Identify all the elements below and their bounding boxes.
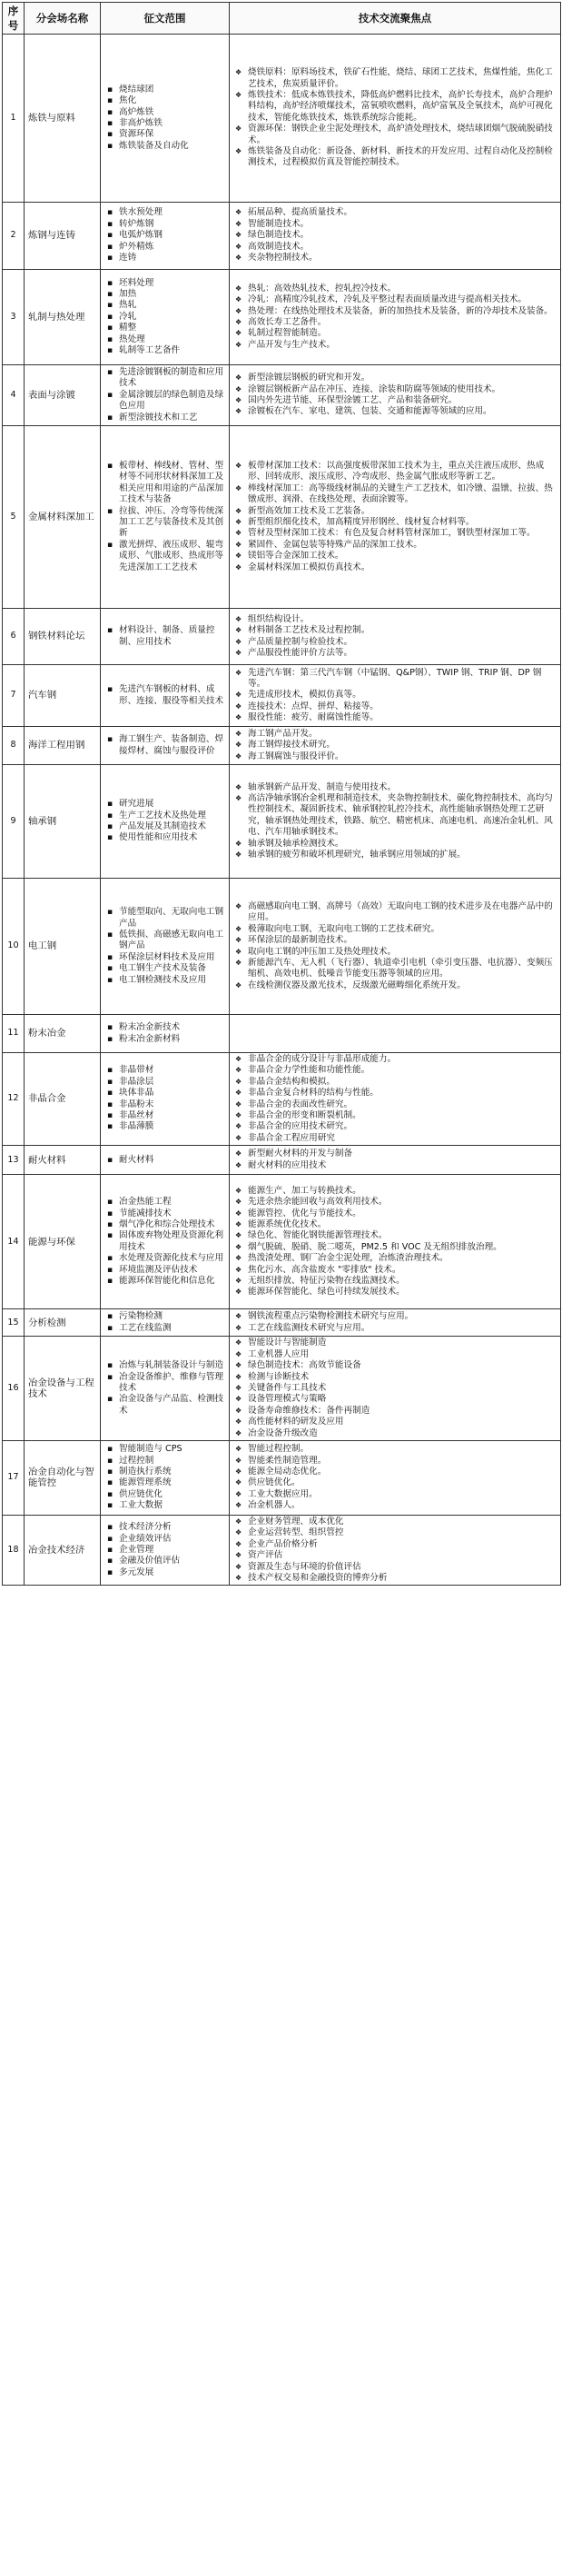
- scope-cell: [101, 365, 230, 426]
- focus-item: ❖ 能源生产、加工与转换技术。: [233, 1186, 557, 1197]
- scope-list: [104, 907, 225, 986]
- session-name: 钢铁材料论坛: [25, 609, 101, 665]
- scope-list: [104, 1360, 225, 1417]
- scope-item: ▪ 供应链优化: [104, 1489, 225, 1500]
- scope-item: ▪ 环境监测及评估技术: [104, 1265, 225, 1276]
- session-name: 能源与环保: [25, 1175, 101, 1309]
- scope-item: ▪ 非高炉炼铁: [104, 118, 225, 129]
- scope-item: ▪ 产品发展及其制造技术: [104, 821, 225, 832]
- scope-item: ▪ 研究进展: [104, 799, 225, 810]
- scope-item: ▪ 过程控制: [104, 1456, 225, 1467]
- focus-item: ❖ 产品服役性能评价方法等。: [233, 648, 557, 659]
- focus-cell: [230, 1175, 561, 1309]
- focus-cell: [230, 1015, 561, 1053]
- session-name: 非晶合金: [25, 1053, 101, 1146]
- session-name: 轧制与热处理: [25, 270, 101, 365]
- focus-item: ❖ 钢铁流程重点污染物检测技术研究与应用。: [233, 1311, 557, 1322]
- focus-cell: [230, 609, 561, 665]
- row-number: 16: [3, 1337, 25, 1441]
- scope-list: [104, 799, 225, 844]
- focus-item: ❖ 服役性能：疲劳、耐腐蚀性能等。: [233, 712, 557, 723]
- focus-item: ❖ 海工钢焊接技术研究。: [233, 740, 557, 751]
- scope-cell: [101, 270, 230, 365]
- focus-item: ❖ 新型涂镀层钢板的研究和开发。: [233, 373, 557, 383]
- session-name: 冶金设备与工程技术: [25, 1337, 101, 1441]
- focus-item: ❖ 轴承钢的疲劳和破坏机理研究，轴承钢应用领域的扩展。: [233, 850, 557, 860]
- focus-item: ❖ 冶金机器人。: [233, 1500, 557, 1511]
- row-number: 17: [3, 1440, 25, 1515]
- focus-item: ❖ 轧制过程智能制造。: [233, 328, 557, 339]
- scope-cell: [101, 879, 230, 1015]
- table-row: [3, 665, 561, 727]
- row-number: 4: [3, 365, 25, 426]
- focus-item: ❖ 能源系统优化技术。: [233, 1219, 557, 1230]
- focus-cell: [230, 1053, 561, 1146]
- focus-item: ❖ 在线检测仪器及激光技术，反级激光磁畴细化系统开发。: [233, 980, 557, 991]
- table-row: [3, 1440, 561, 1515]
- focus-item: ❖ 拓展品种、提高质量技术。: [233, 207, 557, 218]
- focus-item: ❖ 无组织排放、特征污染物在线监测技术。: [233, 1276, 557, 1287]
- focus-cell: [230, 665, 561, 727]
- focus-cell: [230, 270, 561, 365]
- scope-item: ▪ 铁水预处理: [104, 207, 225, 218]
- scope-item: ▪ 能源管理系统: [104, 1477, 225, 1488]
- table-row: [3, 1175, 561, 1309]
- focus-item: ❖ 高洁净轴承钢冶金机理和制造技术，夹杂物控制技术、碳化物控制技术、高均匀性控制技术、凝固新技术、轴承钢控轧控冷技术，高性能轴承钢热处理工艺研究，轴承钢热处理技术，铁路、航空、精密机床、高速电机、高速冶金轧机、风电、汽车用轴承钢技术。: [233, 793, 557, 839]
- scope-item: ▪ 电工钢检测技术及应用: [104, 975, 225, 986]
- focus-item: ❖ 夹杂物控制技术。: [233, 253, 557, 264]
- scope-item: ▪ 水处理及资源化技术与应用: [104, 1253, 225, 1264]
- scope-item: ▪ 拉拔、冲压、冷弯等传统深加工工艺与装备技术及其创新: [104, 506, 225, 540]
- scope-item: ▪ 非晶粉末: [104, 1099, 225, 1110]
- scope-cell: [101, 426, 230, 609]
- focus-item: ❖ 绿色化、智能化钢铁能源管理技术。: [233, 1230, 557, 1241]
- scope-item: ▪ 海工钢生产、装备制造、焊接焊材、腐蚀与服役评价: [104, 734, 225, 757]
- scope-item: ▪ 多元发展: [104, 1567, 225, 1578]
- focus-item: ❖ 轴承钢及轴承检测技术。: [233, 839, 557, 850]
- scope-list: [104, 1022, 225, 1045]
- scope-cell: [101, 1515, 230, 1585]
- table-row: [3, 1309, 561, 1337]
- focus-item: ❖ 热处理：在线热处理技术及装备，新的加热技术及装备，新的冷却技术及装备。: [233, 306, 557, 317]
- session-name: 耐火材料: [25, 1146, 101, 1175]
- scope-item: ▪ 连铸: [104, 253, 225, 264]
- scope-item: ▪ 块体非晶: [104, 1088, 225, 1099]
- focus-list: [233, 668, 557, 724]
- table-body: [3, 35, 561, 1586]
- table-row: [3, 426, 561, 609]
- focus-list: [233, 207, 557, 264]
- scope-cell: [101, 609, 230, 665]
- focus-cell: [230, 1146, 561, 1175]
- focus-item: ❖ 炼铁装备及自动化：新设备、新材料、新技术的开发应用、过程自动化及控制检测技术，过程模拟仿真及智能控制技术。: [233, 146, 557, 169]
- focus-item: ❖ 非晶合金的应用技术研究。: [233, 1121, 557, 1132]
- focus-item: ❖ 非晶合金力学性能和功能性能。: [233, 1065, 557, 1076]
- scope-item: ▪ 电工钢生产技术及装备: [104, 963, 225, 974]
- focus-item: ❖ 冶金设备升级改造: [233, 1428, 557, 1439]
- focus-item: ❖ 非晶合金复合材料的结构与性能。: [233, 1088, 557, 1099]
- scope-list: [104, 278, 225, 357]
- focus-item: ❖ 能源全局动态优化。: [233, 1467, 557, 1477]
- scope-item: ▪ 使用性能和应用技术: [104, 832, 225, 843]
- focus-cell: [230, 765, 561, 879]
- row-number: 1: [3, 35, 25, 203]
- focus-item: ❖ 极薄取向电工钢、无取向电工钢的工艺技术研究。: [233, 924, 557, 935]
- focus-list: [233, 729, 557, 762]
- scope-item: ▪ 污染物检测: [104, 1311, 225, 1322]
- scope-item: ▪ 环保涂层材料技术及应用: [104, 952, 225, 963]
- scope-cell: [101, 1440, 230, 1515]
- session-name: 表面与涂镀: [25, 365, 101, 426]
- focus-list: [233, 1444, 557, 1511]
- scope-cell: [101, 1015, 230, 1053]
- focus-list: [233, 373, 557, 418]
- scope-list: [104, 461, 225, 573]
- scope-item: ▪ 粉末冶金新材料: [104, 1034, 225, 1045]
- focus-item: ❖ 非晶合金工程应用研究: [233, 1133, 557, 1144]
- focus-list: [233, 1338, 557, 1439]
- scope-item: ▪ 节能型取向、无取向电工钢产品: [104, 907, 225, 930]
- table-row: [3, 1015, 561, 1053]
- header-session-name: 分会场名称: [25, 3, 101, 35]
- scope-item: ▪ 能源环保智能化和信息化: [104, 1276, 225, 1287]
- header-focus: 技术交流聚焦点: [230, 3, 561, 35]
- focus-item: ❖ 供应链优化。: [233, 1477, 557, 1488]
- focus-list: [233, 67, 557, 169]
- focus-item: ❖ 企业产品价格分析: [233, 1539, 557, 1550]
- scope-item: ▪ 企业绩效评估: [104, 1534, 225, 1545]
- row-number: 12: [3, 1053, 25, 1146]
- focus-item: ❖ 海工钢腐蚀与服役评价。: [233, 751, 557, 762]
- focus-item: ❖ 棒线材深加工：高等级线材制品的关键生产工艺技术，如冷镦、温镦、拉拔、热镦成形、润滑、在线热处理、表面涂镀等。: [233, 483, 557, 506]
- focus-item: ❖ 新能源汽车、无人机（飞行器）、轨道牵引电机（牵引变压器、电抗器）、变频压缩机、高效电机、低噪音节能变压器等领域的应用。: [233, 958, 557, 980]
- focus-item: ❖ 非晶合金的表面改性研究。: [233, 1099, 557, 1110]
- scope-item: ▪ 冷轧: [104, 312, 225, 323]
- focus-item: ❖ 材料制备工艺技术及过程控制。: [233, 625, 557, 636]
- focus-item: ❖ 耐火材料的应用技术: [233, 1160, 557, 1171]
- focus-list: [233, 1186, 557, 1298]
- table-row: [3, 727, 561, 765]
- scope-item: ▪ 炼铁装备及自动化: [104, 141, 225, 152]
- scope-item: ▪ 制造执行系统: [104, 1467, 225, 1477]
- focus-item: ❖ 组织结构设计。: [233, 614, 557, 625]
- session-name: 金属材料深加工: [25, 426, 101, 609]
- focus-item: ❖ 取向电工钢的冲压加工及热处理技术。: [233, 947, 557, 958]
- session-name: 冶金技术经济: [25, 1515, 101, 1585]
- focus-list: [233, 1054, 557, 1144]
- session-name: 分析检测: [25, 1309, 101, 1337]
- scope-item: ▪ 节能减排技术: [104, 1208, 225, 1219]
- table-row: [3, 879, 561, 1015]
- scope-item: ▪ 轧制等工艺备件: [104, 345, 225, 356]
- row-number: 11: [3, 1015, 25, 1053]
- focus-item: ❖ 冷轧：高精度冷轧技术，冷轧及平整过程表面质量改进与提高相关技术。: [233, 294, 557, 305]
- table-row: [3, 365, 561, 426]
- focus-cell: [230, 1440, 561, 1515]
- focus-item: ❖ 非晶合金结构和模拟。: [233, 1077, 557, 1088]
- scope-cell: [101, 1146, 230, 1175]
- focus-item: ❖ 烧铁原料：原料场技术，铁矿石性能，烧结、球团工艺技术，焦煤性能，焦化工艺技术，焦炭质量评价。: [233, 67, 557, 90]
- session-name: 炼铁与原料: [25, 35, 101, 203]
- focus-item: ❖ 资产评估: [233, 1550, 557, 1561]
- scope-cell: [101, 1309, 230, 1337]
- scope-list: [104, 1522, 225, 1578]
- session-name: 粉末冶金: [25, 1015, 101, 1053]
- row-number: 5: [3, 426, 25, 609]
- scope-item: ▪ 先进汽车钢板的材料、成形、连接、服役等相关技术: [104, 684, 225, 707]
- focus-cell: [230, 1515, 561, 1585]
- focus-item: ❖ 工业大数据应用。: [233, 1489, 557, 1500]
- row-number: 3: [3, 270, 25, 365]
- focus-cell: [230, 426, 561, 609]
- scope-list: [104, 367, 225, 423]
- focus-list: [233, 782, 557, 861]
- focus-cell: [230, 727, 561, 765]
- focus-item: ❖ 产品质量控制与检验技术。: [233, 637, 557, 648]
- scope-item: ▪ 烟气净化和综合处理技术: [104, 1219, 225, 1230]
- focus-item: ❖ 能源管控、优化与节能技术。: [233, 1208, 557, 1219]
- focus-item: ❖ 热泼渣处理、钢厂冶金尘泥处理，冶炼渣治理技术。: [233, 1253, 557, 1264]
- focus-cell: [230, 1309, 561, 1337]
- scope-item: ▪ 电弧炉炼钢: [104, 230, 225, 241]
- focus-item: ❖ 工业机器人应用: [233, 1349, 557, 1360]
- focus-item: ❖ 智能过程控制。: [233, 1444, 557, 1455]
- focus-item: ❖ 检测与诊断技术: [233, 1372, 557, 1383]
- scope-cell: [101, 727, 230, 765]
- scope-item: ▪ 激光拼焊、液压成形、辊弯成形、气胀成形、热成形等先进深加工工艺技术: [104, 540, 225, 573]
- scope-item: ▪ 金融及价值评估: [104, 1556, 225, 1566]
- focus-list: [233, 283, 557, 351]
- session-name: 海洋工程用钢: [25, 727, 101, 765]
- row-number: 15: [3, 1309, 25, 1337]
- focus-item: ❖ 非晶合金的成分设计与非晶形成能力。: [233, 1054, 557, 1065]
- focus-item: ❖ 涂镀层钢板新产品在冲压、连接、涂装和防腐等领域的使用技术。: [233, 384, 557, 395]
- focus-cell: [230, 203, 561, 270]
- scope-cell: [101, 1175, 230, 1309]
- session-name: 炼钢与连铸: [25, 203, 101, 270]
- scope-item: ▪ 耐火材料: [104, 1155, 225, 1166]
- focus-item: ❖ 设备寿命维修技术：备件再制造: [233, 1406, 557, 1417]
- scope-item: ▪ 新型涂镀技术和工艺: [104, 413, 225, 423]
- focus-item: ❖ 新型耐火材料的开发与制备: [233, 1149, 557, 1159]
- focus-item: ❖ 国内外先进节能、环保型涂镀工艺、产品和装备研究。: [233, 395, 557, 406]
- row-number: 6: [3, 609, 25, 665]
- focus-item: ❖ 海工钢产品开发。: [233, 729, 557, 740]
- scope-list: [104, 684, 225, 707]
- focus-item: ❖ 智能设计与智能制造: [233, 1338, 557, 1348]
- focus-item: ❖ 焦化污水、高含盐废水 "零排放" 技术。: [233, 1265, 557, 1276]
- row-number: 13: [3, 1146, 25, 1175]
- scope-item: ▪ 板带材、棒线材、管材、型材等不同形状材料深加工及相关应用和用途的产品深加工技术与装备: [104, 461, 225, 506]
- focus-item: ❖ 绿色制造技术：高效节能设备: [233, 1360, 557, 1371]
- scope-item: ▪ 焦化: [104, 95, 225, 106]
- scope-item: ▪ 生产工艺技术及热处理: [104, 811, 225, 821]
- scope-cell: [101, 765, 230, 879]
- scope-list: [104, 1155, 225, 1166]
- scope-item: ▪ 非晶涂层: [104, 1077, 225, 1088]
- scope-list: [104, 1444, 225, 1511]
- focus-item: ❖ 连接技术：点焊、拼焊、粘接等。: [233, 701, 557, 712]
- scope-item: ▪ 加热: [104, 289, 225, 300]
- focus-item: ❖ 企业运营转型、组织管控: [233, 1527, 557, 1538]
- scope-item: ▪ 金属涂镀层的绿色制造及绿色应用: [104, 390, 225, 413]
- scope-item: ▪ 粉末冶金新技术: [104, 1022, 225, 1033]
- table-row: [3, 1146, 561, 1175]
- scope-list: [104, 1065, 225, 1132]
- scope-item: ▪ 非晶薄膜: [104, 1121, 225, 1132]
- focus-item: ❖ 能源环保智能化、绿色可持续发展技术。: [233, 1287, 557, 1298]
- session-name: 电工钢: [25, 879, 101, 1015]
- scope-item: ▪ 坯料处理: [104, 278, 225, 289]
- row-number: 7: [3, 665, 25, 727]
- focus-item: ❖ 环保涂层的最新制造技术。: [233, 935, 557, 946]
- scope-list: [104, 1311, 225, 1334]
- focus-cell: [230, 35, 561, 203]
- focus-item: ❖ 设备管理模式与策略: [233, 1394, 557, 1405]
- focus-item: ❖ 先进成形技术，模拟仿真等。: [233, 690, 557, 701]
- focus-item: ❖ 紧固件、金属包装等特殊产品的深加工技术。: [233, 540, 557, 551]
- scope-item: ▪ 冶炼与轧制装备设计与制造: [104, 1360, 225, 1371]
- scope-cell: [101, 35, 230, 203]
- scope-item: ▪ 高炉炼铁: [104, 107, 225, 118]
- row-number: 2: [3, 203, 25, 270]
- focus-item: ❖ 管材及型材深加工技术：有色及复合材料管材深加工，钢铁型材深加工等。: [233, 528, 557, 539]
- focus-item: ❖ 镁铝等合金深加工技术。: [233, 551, 557, 562]
- header-number: 序号: [3, 3, 25, 35]
- scope-list: [104, 207, 225, 264]
- row-number: 8: [3, 727, 25, 765]
- table-row: [3, 1337, 561, 1441]
- scope-item: ▪ 非晶带材: [104, 1065, 225, 1076]
- scope-cell: [101, 203, 230, 270]
- focus-item: ❖ 金属材料深加工模拟仿真技术。: [233, 562, 557, 573]
- table-row: [3, 1515, 561, 1585]
- focus-list: [233, 1149, 557, 1171]
- scope-list: [104, 734, 225, 757]
- scope-item: ▪ 精整: [104, 323, 225, 333]
- focus-list: [233, 614, 557, 660]
- scope-item: ▪ 冶金设备与产品监、检测技术: [104, 1394, 225, 1417]
- focus-cell: [230, 365, 561, 426]
- focus-item: ❖ 资源环保：钢铁企业尘泥处理技术，高炉渣处理技术，烧结球团烟气脱硫脱硝技术。: [233, 124, 557, 146]
- row-number: 9: [3, 765, 25, 879]
- focus-item: ❖ 智能制造技术。: [233, 219, 557, 230]
- session-name: 轴承钢: [25, 765, 101, 879]
- focus-item: ❖ 高效长寿工艺备件。: [233, 317, 557, 328]
- focus-item: ❖ 先进汽车钢：第三代汽车钢（中锰钢、Q&P钢）、TWIP 钢、TRIP 钢、DP 钢等。: [233, 668, 557, 691]
- focus-item: ❖ 非晶合金的形变和断裂机制。: [233, 1110, 557, 1121]
- focus-item: ❖ 涂镀板在汽车、家电、建筑、包装、交通和能源等领域的应用。: [233, 406, 557, 417]
- focus-item: ❖ 炼铁技术：低成本炼铁技术，降低高炉燃料比技术，高炉长寿技术，高炉合理炉料结构，高炉经济喷煤技术，富氧喷吹燃料，高炉富氧及全氧技术，高炉可视化技术，智能化炼铁技术，炼铁系统综合能耗。: [233, 90, 557, 124]
- focus-item: ❖ 产品开发与生产技术。: [233, 340, 557, 351]
- focus-item: ❖ 高磁感取向电工钢、高牌号（高效）无取向电工钢的技术进步及在电器产品中的应用。: [233, 901, 557, 924]
- focus-list: [233, 901, 557, 991]
- scope-item: ▪ 烧结球团: [104, 85, 225, 95]
- focus-item: ❖ 资源及生态与环境的价值评估: [233, 1562, 557, 1573]
- scope-item: ▪ 炉外精炼: [104, 242, 225, 253]
- focus-item: ❖ 新型组织细化技术，加高精度异形钢丝、线材复合材料等。: [233, 517, 557, 528]
- scope-item: ▪ 冶金设备维护、维修与管理技术: [104, 1372, 225, 1395]
- scope-item: ▪ 技术经济分析: [104, 1522, 225, 1533]
- focus-item: ❖ 智能柔性制造管理。: [233, 1456, 557, 1467]
- session-name: 汽车钢: [25, 665, 101, 727]
- row-number: 10: [3, 879, 25, 1015]
- scope-item: ▪ 工业大数据: [104, 1500, 225, 1511]
- focus-item: ❖ 板带材深加工技术：以高强度板带深加工技术为主，重点关注液压成形、热成形、回转成形、滚压成形、冷弯成形、热金属气胀成形等新工艺。: [233, 461, 557, 483]
- focus-item: ❖ 新型高效加工技术及工艺装备。: [233, 506, 557, 517]
- focus-item: ❖ 先进余热余能回收与高效利用技术。: [233, 1197, 557, 1208]
- session-name: 冶金自动化与智能管控: [25, 1440, 101, 1515]
- scope-item: ▪ 工艺在线监测: [104, 1323, 225, 1334]
- focus-item: ❖ 轴承钢新产品开发、制造与使用技术。: [233, 782, 557, 793]
- scope-item: ▪ 热轧: [104, 300, 225, 311]
- focus-item: ❖ 关键备件与工具技术: [233, 1383, 557, 1394]
- call-for-papers-table: [2, 2, 561, 1586]
- scope-list: [104, 85, 225, 152]
- focus-item: ❖ 烟气脱硫、脱硝、脱二噁英，PM2.5 和 VOC 及无组织排放治理。: [233, 1242, 557, 1253]
- table-header-row: [3, 3, 561, 35]
- scope-cell: [101, 1053, 230, 1146]
- scope-cell: [101, 665, 230, 727]
- table-row: [3, 35, 561, 203]
- focus-cell: [230, 1337, 561, 1441]
- scope-item: ▪ 非晶丝材: [104, 1110, 225, 1121]
- focus-item: ❖ 热轧：高效热轧技术，控轧控冷技术。: [233, 283, 557, 294]
- focus-item: ❖ 企业财务管理、成本优化: [233, 1517, 557, 1527]
- scope-item: ▪ 资源环保: [104, 129, 225, 140]
- scope-item: ▪ 转炉炼钢: [104, 219, 225, 230]
- table-row: [3, 270, 561, 365]
- focus-item: ❖ 高性能材料的研发及应用: [233, 1417, 557, 1427]
- scope-list: [104, 625, 225, 648]
- scope-item: ▪ 材料设计、制备、质量控制、应用技术: [104, 625, 225, 648]
- focus-item: ❖ 工艺在线监测技术研究与应用。: [233, 1323, 557, 1334]
- table-row: [3, 765, 561, 879]
- focus-item: ❖ 高效制造技术。: [233, 242, 557, 253]
- focus-list: [233, 1311, 557, 1334]
- scope-item: ▪ 热处理: [104, 334, 225, 345]
- focus-item: ❖ 技术产权交易和金融投资的博弈分析: [233, 1573, 557, 1584]
- scope-item: ▪ 企业管理: [104, 1545, 225, 1556]
- focus-item: ❖ 绿色制造技术。: [233, 230, 557, 241]
- scope-item: ▪ 低铁损、高磁感无取向电工钢产品: [104, 930, 225, 952]
- row-number: 14: [3, 1175, 25, 1309]
- scope-item: ▪ 冶金热能工程: [104, 1197, 225, 1208]
- focus-list: [233, 1517, 557, 1584]
- row-number: 18: [3, 1515, 25, 1585]
- scope-item: ▪ 固体废弃物处理及资源化利用技术: [104, 1230, 225, 1253]
- scope-list: [104, 1197, 225, 1287]
- focus-cell: [230, 879, 561, 1015]
- scope-item: ▪ 智能制造与 CPS: [104, 1444, 225, 1455]
- header-scope: 征文范围: [101, 3, 230, 35]
- table-row: [3, 609, 561, 665]
- table-row: [3, 1053, 561, 1146]
- focus-list: [233, 461, 557, 573]
- table-row: [3, 203, 561, 270]
- scope-item: ▪ 先进涂镀钢板的制造和应用技术: [104, 367, 225, 390]
- scope-cell: [101, 1337, 230, 1441]
